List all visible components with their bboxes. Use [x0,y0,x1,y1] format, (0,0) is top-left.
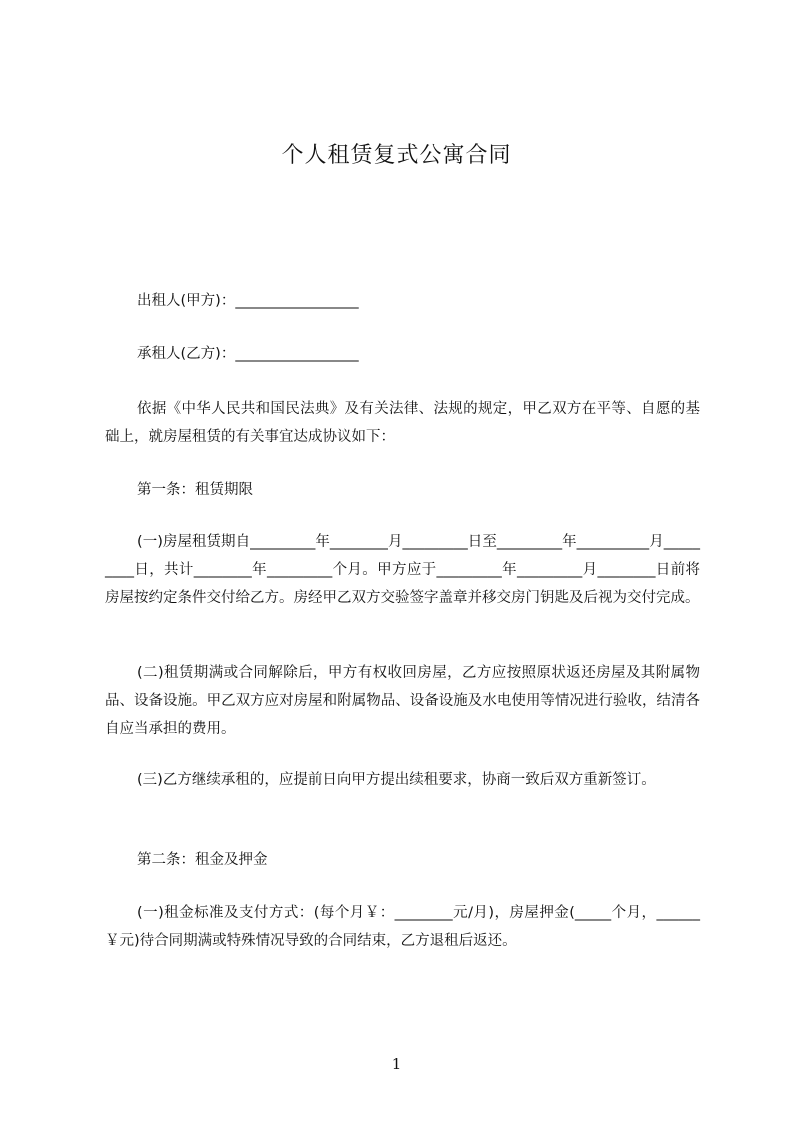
article-1-clause-3: (三)乙方继续承租的，应提前日向甲方提出续租要求，协商一致后双方重新签订。 [137,772,656,788]
article-1-heading: 第一条：租赁期限 [137,482,253,498]
article-1-clause-2: (二)租赁期满或合同解除后，甲方有权收回房屋，乙方应按照原状返还房屋及其附属物品、设备设施。甲乙双方应对房屋和附属物品、设备设施及水电使用等情况进行验收，结清各自应当承担的费用。 [105,665,700,737]
document-title: 个人租赁复式公寓合同 [281,143,512,168]
page-number: 1 [391,1055,402,1073]
article-1-clause-1: (一)房屋租赁期自_________年________月_________日至_________年__________月_________日，共计________年_________个月。甲方应于_________年_________月________日前将房屋按约定条件交付给乙方。房经甲乙双方交验签字盖章并移交房门钥匙及后视为交付完成。 [105,534,700,606]
party-a-line: 出租人(甲方)：_________________ [137,293,359,309]
party-b-line: 承租人(乙方)：_________________ [137,346,359,362]
article-2-heading: 第二条：租金及押金 [137,852,268,868]
article-2-clause-1: (一)租金标准及支付方式：(每个月￥：________元/月)，房屋押金(_____个月，______￥元)待合同期满或特殊情况导致的合同结束，乙方退租后返还。 [105,905,700,949]
preamble-paragraph: 依据《中华人民共和国民法典》及有关法律、法规的规定，甲乙双方在平等、自愿的基础上，就房屋租赁的有关事宜达成协议如下： [105,401,700,445]
